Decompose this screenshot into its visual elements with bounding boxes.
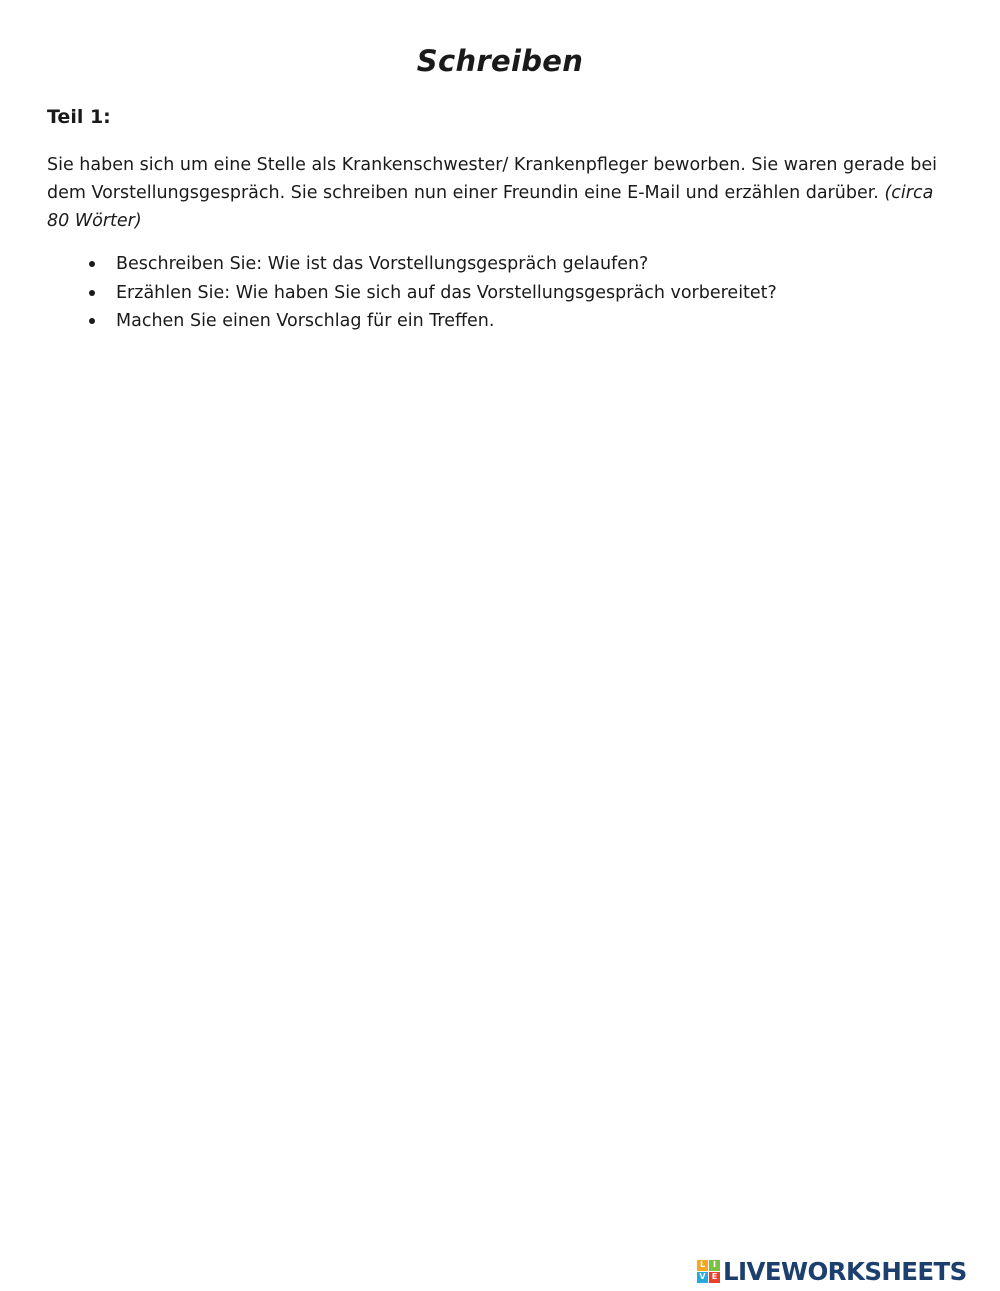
- logo-tile-l: L: [697, 1260, 708, 1271]
- logo-tile-e: E: [709, 1272, 720, 1283]
- word-count-note: (circa 80 Wörter): [47, 183, 934, 231]
- liveworksheets-logo-icon: [697, 1260, 720, 1283]
- bullet-dot-icon: [89, 290, 95, 296]
- task-text: Sie haben sich um eine Stelle als Krankenschwester/ Krankenpfleger beworben. Sie waren gerade bei dem Vorstellungsgespräch. Sie schreiben nun einer Freundin eine E-Mail und erzählen darüber.: [47, 155, 937, 203]
- task-bullet-list: [84, 250, 777, 336]
- bullet-dot-icon: [89, 261, 95, 267]
- bullet-item: Erzählen Sie: Wie haben Sie sich auf das Vorstellungsgespräch vorbereitet?: [84, 279, 777, 308]
- logo-tile-i: I: [709, 1260, 720, 1271]
- logo-tile-v: V: [697, 1272, 708, 1283]
- document-title: Schreiben: [416, 44, 584, 78]
- logo-wordmark: LIVEWORKSHEETS: [723, 1256, 967, 1286]
- bullet-item: Beschreiben Sie: Wie ist das Vorstellungsgespräch gelaufen?: [84, 250, 777, 279]
- section-heading: Teil 1:: [47, 106, 111, 128]
- task-paragraph: [47, 151, 947, 235]
- liveworksheets-logo: [697, 1256, 967, 1286]
- bullet-dot-icon: [89, 318, 95, 324]
- bullet-item: Machen Sie einen Vorschlag für ein Treffen.: [84, 307, 777, 336]
